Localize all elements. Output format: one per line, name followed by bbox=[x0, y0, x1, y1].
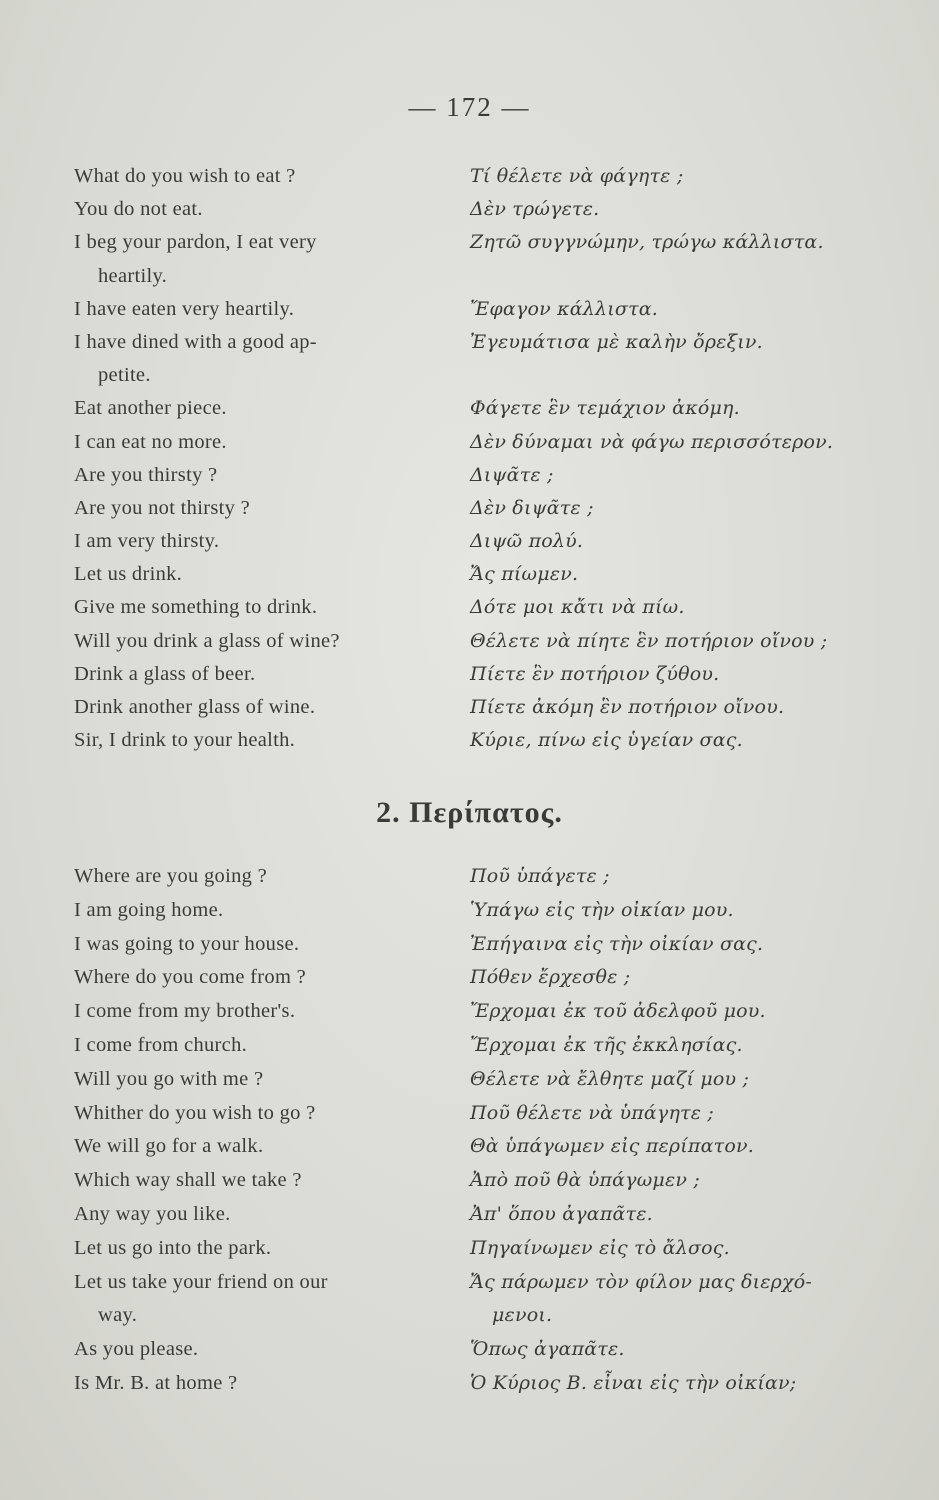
greek-phrase: Θὰ ὑπάγωμεν εἰς περίπατον. bbox=[470, 1135, 754, 1158]
english-phrase: Drink another glass of wine. bbox=[74, 696, 316, 718]
english-phrase: As you please. bbox=[74, 1338, 199, 1361]
phrase-row bbox=[74, 894, 874, 928]
greek-phrase: Ὁ Κύριος Β. εἶναι εἰς τὴν οἰκίαν; bbox=[470, 1371, 797, 1394]
english-phrase: Eat another piece. bbox=[74, 397, 227, 420]
phrase-row bbox=[74, 1367, 874, 1401]
greek-phrase: Φάγετε ἓν τεμάχιον ἀκόμη. bbox=[470, 397, 740, 420]
phrase-row bbox=[74, 1097, 874, 1131]
greek-phrase: Πίετε ἓν ποτήριον ζύθου. bbox=[470, 662, 720, 685]
english-phrase: petite. bbox=[98, 364, 151, 387]
phrase-row bbox=[74, 1130, 874, 1164]
english-phrase: I come from church. bbox=[74, 1033, 248, 1056]
phrase-row bbox=[74, 226, 874, 259]
phrase-row bbox=[74, 459, 874, 492]
greek-phrase: Θέλετε νὰ πίητε ἓν ποτήριον οἴνου ; bbox=[470, 629, 828, 652]
english-phrase: Will you drink a glass of wine? bbox=[74, 629, 340, 652]
phrase-list-section-1 bbox=[74, 160, 874, 757]
greek-phrase: Πηγαίνωμεν εἰς τὸ ἄλσος. bbox=[470, 1236, 730, 1259]
greek-phrase: Πόθεν ἔρχεσθε ; bbox=[470, 966, 631, 989]
phrase-row bbox=[74, 426, 874, 459]
english-phrase: I have eaten very heartily. bbox=[74, 297, 295, 320]
greek-phrase: Διψῶ πολύ. bbox=[470, 530, 584, 553]
phrase-row bbox=[74, 193, 874, 226]
page-number: — 172 — bbox=[408, 92, 531, 122]
english-phrase: I have dined with a good ap- bbox=[74, 330, 317, 353]
greek-phrase: Ἔρχομαι ἐκ τοῦ ἀδελφοῦ μου. bbox=[470, 1000, 766, 1023]
phrase-row bbox=[74, 724, 874, 757]
english-phrase: Any way you like. bbox=[74, 1202, 231, 1225]
phrase-row bbox=[74, 160, 874, 193]
phrase-row bbox=[74, 625, 874, 658]
english-phrase: Where do you come from ? bbox=[74, 966, 307, 989]
greek-phrase: Ἀπὸ ποῦ θὰ ὑπάγωμεν ; bbox=[470, 1169, 700, 1192]
phrase-row bbox=[74, 1164, 874, 1198]
phrase-row bbox=[74, 1232, 874, 1266]
greek-phrase: Ἐπήγαινα εἰς τὴν οἰκίαν σας. bbox=[470, 932, 764, 955]
greek-phrase: Ἄς πίωμεν. bbox=[470, 563, 579, 586]
english-phrase: What do you wish to eat ? bbox=[74, 165, 296, 187]
phrase-row bbox=[74, 1063, 874, 1097]
english-phrase: Give me something to drink. bbox=[74, 596, 318, 619]
phrase-row bbox=[74, 995, 874, 1029]
greek-phrase: Ἐγευμάτισα μὲ καλὴν ὄρεξιν. bbox=[470, 330, 763, 353]
english-phrase: Will you go with me ? bbox=[74, 1067, 264, 1090]
greek-phrase: Δότε μοι κἄτι νὰ πίω. bbox=[470, 596, 685, 619]
greek-phrase: Ποῦ ὑπάγετε ; bbox=[470, 865, 610, 887]
english-phrase: I am going home. bbox=[74, 898, 224, 921]
english-phrase: Let us take your friend on our bbox=[74, 1270, 328, 1293]
phrase-row bbox=[74, 558, 874, 591]
greek-phrase: Δὲν δύναμαι νὰ φάγω περισσότερον. bbox=[470, 430, 834, 453]
greek-phrase: Ὅπως ἀγαπᾶτε. bbox=[470, 1338, 625, 1361]
english-phrase: You do not eat. bbox=[74, 198, 203, 221]
greek-phrase: Θέλετε νὰ ἔλθητε μαζί μου ; bbox=[470, 1067, 750, 1090]
english-phrase: Is Mr. B. at home ? bbox=[74, 1371, 238, 1394]
english-phrase: Are you thirsty ? bbox=[74, 463, 218, 486]
phrase-row bbox=[74, 392, 874, 425]
greek-phrase: Ὑπάγω εἰς τὴν οἰκίαν μου. bbox=[470, 898, 734, 921]
phrase-row bbox=[74, 1266, 874, 1300]
greek-phrase: Δὲν διψᾶτε ; bbox=[470, 496, 594, 519]
section-heading: 2. Περίπατος. bbox=[376, 796, 563, 829]
phrase-row bbox=[74, 326, 874, 359]
english-phrase: We will go for a walk. bbox=[74, 1135, 264, 1158]
english-phrase: Let us go into the park. bbox=[74, 1236, 272, 1259]
english-phrase: Which way shall we take ? bbox=[74, 1169, 302, 1192]
phrase-row bbox=[74, 928, 874, 962]
greek-phrase: Τί θέλετε νὰ φάγητε ; bbox=[470, 165, 684, 187]
phrase-row bbox=[74, 293, 874, 326]
phrase-list-section-2 bbox=[74, 860, 874, 1401]
greek-phrase: Διψᾶτε ; bbox=[470, 463, 554, 486]
phrase-row bbox=[74, 961, 874, 995]
english-phrase: Sir, I drink to your health. bbox=[74, 729, 296, 752]
greek-phrase: Ἀπ' ὅπου ἀγαπᾶτε. bbox=[470, 1202, 653, 1225]
greek-phrase: μενοι. bbox=[492, 1304, 553, 1327]
greek-phrase: Ζητῶ συγγνώμην, τρώγω κάλλιστα. bbox=[470, 231, 824, 254]
english-phrase: Drink a glass of beer. bbox=[74, 662, 256, 685]
greek-phrase: Ποῦ θέλετε νὰ ὑπάγητε ; bbox=[470, 1101, 714, 1124]
english-phrase: I come from my brother's. bbox=[74, 1000, 296, 1023]
phrase-row bbox=[74, 492, 874, 525]
phrase-row bbox=[74, 691, 874, 724]
greek-phrase: Κύριε, πίνω εἰς ὑγείαν σας. bbox=[470, 729, 743, 752]
phrase-row bbox=[74, 359, 874, 392]
phrase-row bbox=[74, 525, 874, 558]
phrase-row bbox=[74, 591, 874, 624]
english-phrase: I can eat no more. bbox=[74, 430, 227, 453]
english-phrase: Let us drink. bbox=[74, 563, 183, 586]
phrase-row bbox=[74, 1299, 874, 1333]
phrase-row bbox=[74, 1333, 874, 1367]
phrase-row bbox=[74, 860, 874, 894]
english-phrase: Where are you going ? bbox=[74, 865, 267, 887]
phrase-row bbox=[74, 658, 874, 691]
english-phrase: Whither do you wish to go ? bbox=[74, 1101, 316, 1124]
english-phrase: Are you not thirsty ? bbox=[74, 496, 250, 519]
english-phrase: I am very thirsty. bbox=[74, 530, 220, 553]
greek-phrase: Δὲν τρώγετε. bbox=[470, 198, 600, 221]
english-phrase: way. bbox=[98, 1304, 138, 1327]
greek-phrase: Ἔφαγον κάλλιστα. bbox=[470, 297, 659, 320]
english-phrase: I beg your pardon, I eat very bbox=[74, 231, 317, 254]
phrase-row bbox=[74, 1198, 874, 1232]
phrase-row bbox=[74, 1029, 874, 1063]
greek-phrase: Πίετε ἀκόμη ἓν ποτήριον οἴνου. bbox=[470, 696, 785, 718]
english-phrase: heartily. bbox=[98, 264, 168, 287]
phrase-row bbox=[74, 260, 874, 293]
greek-phrase: Ἔρχομαι ἐκ τῆς ἐκκλησίας. bbox=[470, 1033, 743, 1056]
greek-phrase: Ἄς πάρωμεν τὸν φίλον μας διερχό- bbox=[470, 1270, 812, 1293]
english-phrase: I was going to your house. bbox=[74, 932, 300, 955]
